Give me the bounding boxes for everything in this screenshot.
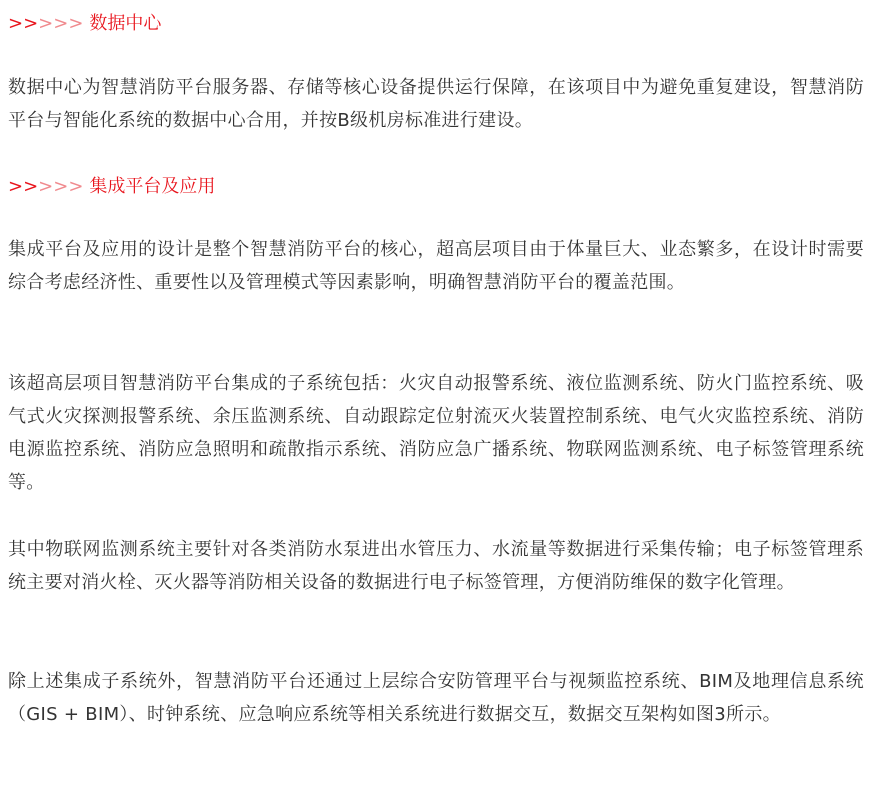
- arrow-marker-icon: >>: [8, 176, 39, 197]
- section-title: 集成平台及应用: [89, 176, 216, 197]
- section-title: 数据中心: [89, 13, 162, 34]
- section-heading-integration-platform: [8, 175, 215, 199]
- paragraph: 除上述集成子系统外，智慧消防平台还通过上层综合安防管理平台与视频监控系统、BIM及地理信息系统（GIS + BIM）、时钟系统、应急响应系统等相关系统进行数据交互，数据交互架构如图3所示。: [8, 671, 864, 725]
- section-heading-data-center: [8, 12, 161, 36]
- arrow-marker-fade-icon: >>>: [38, 176, 84, 197]
- paragraph: 该超高层项目智慧消防平台集成的子系统包括：火灾自动报警系统、液位监测系统、防火门监控系统、吸气式火灾探测报警系统、余压监测系统、自动跟踪定位射流灭火装置控制系统、电气火灾监控系统、消防电源监控系统、消防应急照明和疏散指示系统、消防应急广播系统、物联网监测系统、电子标签管理系统等。: [8, 373, 864, 493]
- arrow-marker-icon: >>: [8, 13, 39, 34]
- paragraph: 其中物联网监测系统主要针对各类消防水泵进出水管压力、水流量等数据进行采集传输；电子标签管理系统主要对消火栓、灭火器等消防相关设备的数据进行电子标签管理，方便消防维保的数字化管理。: [8, 539, 864, 593]
- paragraph: 集成平台及应用的设计是整个智慧消防平台的核心，超高层项目由于体量巨大、业态繁多，在设计时需要综合考虑经济性、重要性以及管理模式等因素影响，明确智慧消防平台的覆盖范围。: [8, 239, 864, 293]
- paragraph: 数据中心为智慧消防平台服务器、存储等核心设备提供运行保障，在该项目中为避免重复建设，智慧消防平台与智能化系统的数据中心合用，并按B级机房标准进行建设。: [8, 77, 864, 131]
- arrow-marker-fade-icon: >>>: [38, 13, 84, 34]
